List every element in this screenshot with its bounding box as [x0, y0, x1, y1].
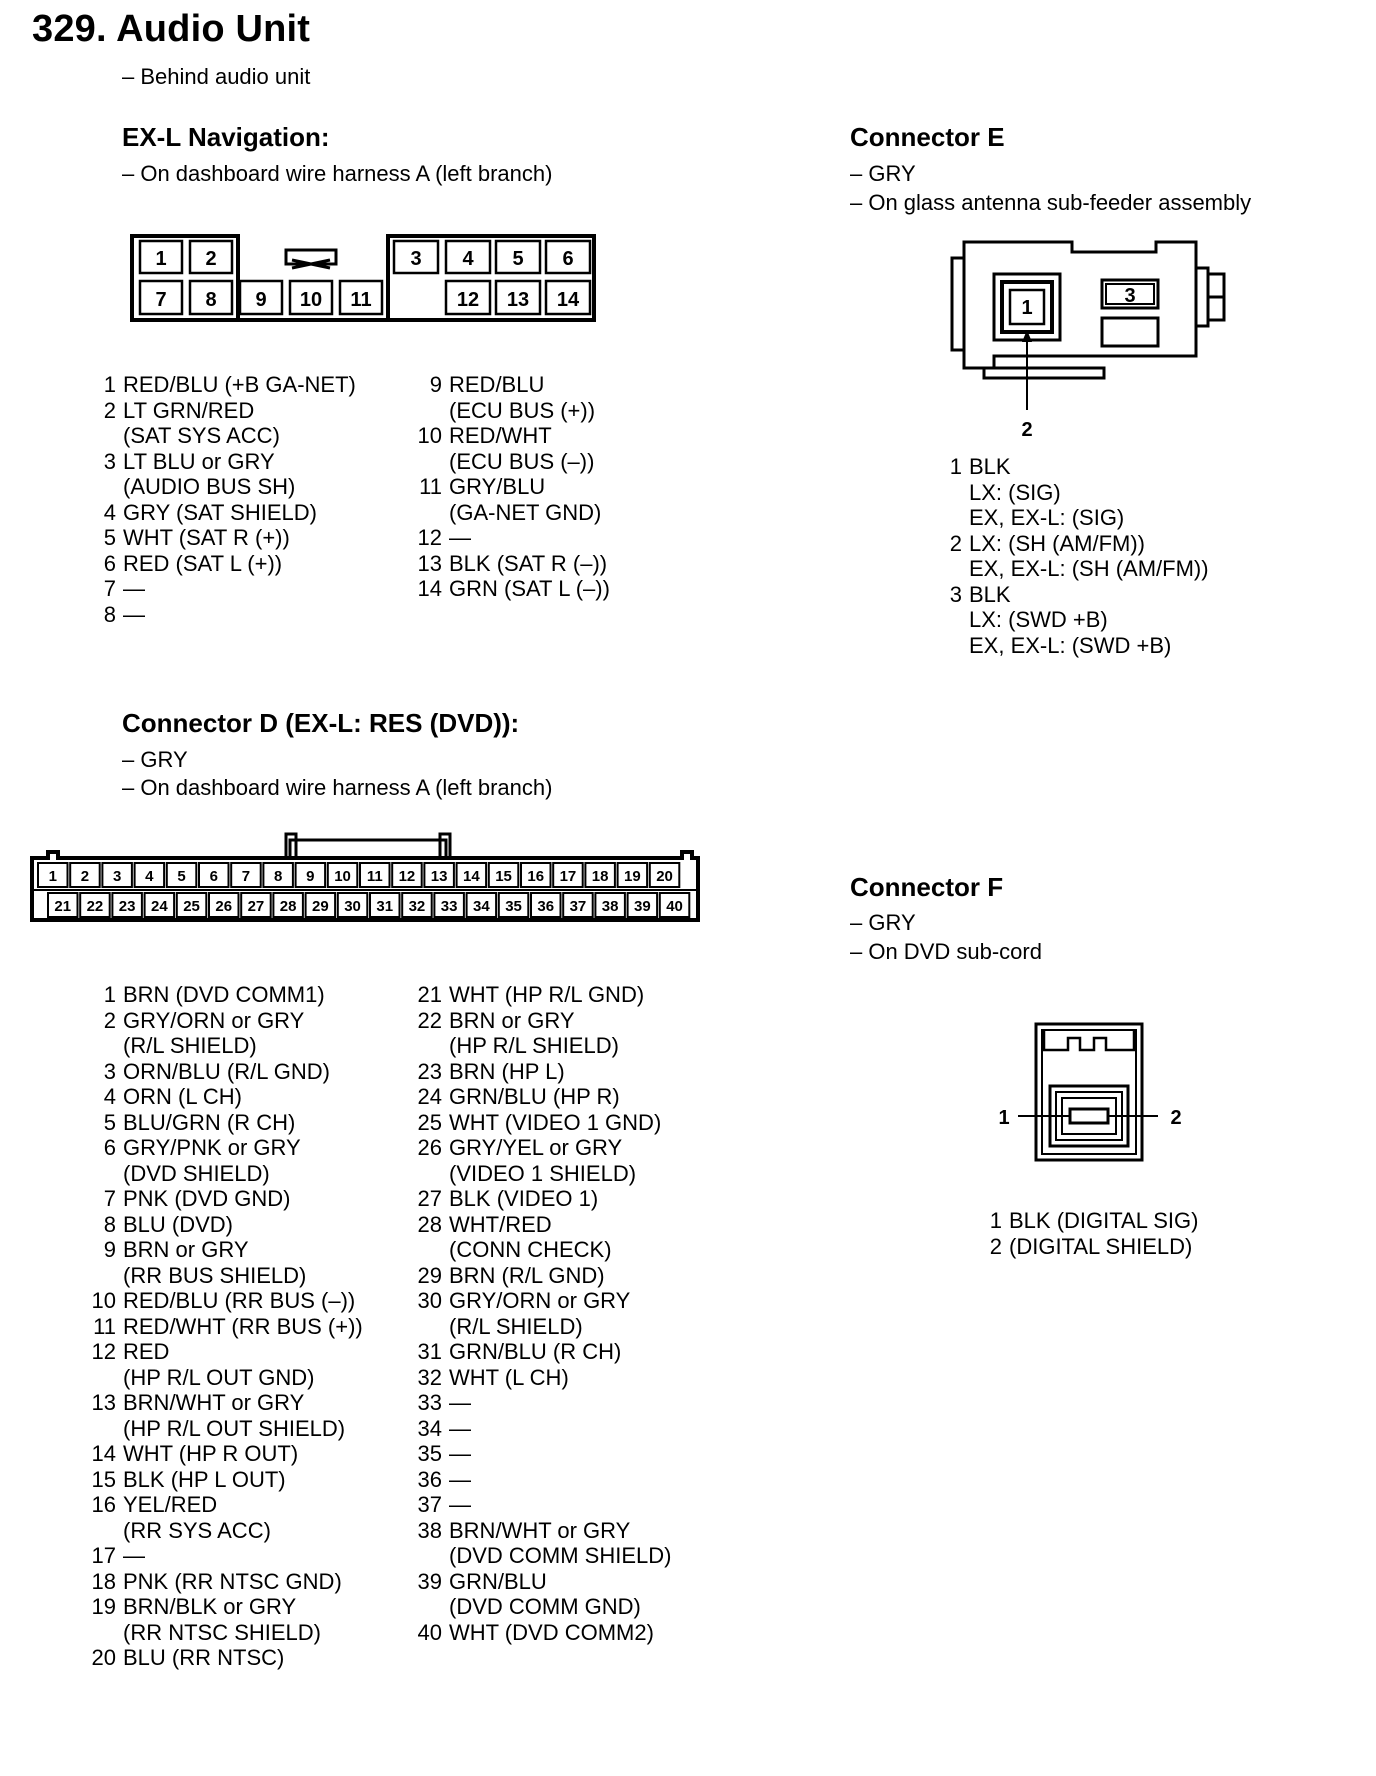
connd-pin-label: 26: [215, 898, 233, 915]
pin-row: [84, 1288, 374, 1314]
pin-description: BLK LX: (SWD +B) EX, EX-L: (SWD +B): [969, 581, 1172, 658]
pin-description: BRN/BLK or GRY (RR NTSC SHIELD): [123, 1594, 322, 1645]
connd-note-location: – On dashboard wire harness A (left branch): [122, 775, 553, 800]
pin-description: —: [449, 525, 471, 550]
pin-number: 8: [103, 601, 116, 627]
pin-description: ORN/BLU (R/L GND): [123, 1058, 330, 1084]
pin-number: 25: [417, 1109, 442, 1135]
pin-description: GRN/BLU (HP R): [449, 1084, 620, 1109]
pin-number: 17: [91, 1543, 116, 1568]
pin-description: BRN/WHT or GRY (HP R/L OUT SHIELD): [123, 1390, 346, 1441]
exl-pin-label: 4: [462, 248, 474, 270]
pin-row: [930, 454, 1350, 531]
pin-row: [84, 1110, 374, 1136]
pin-number: 9: [429, 372, 442, 397]
pin-description: BRN (R/L GND): [449, 1262, 605, 1288]
connd-pin-label: 1: [48, 868, 57, 885]
pin-number: 13: [91, 1390, 116, 1415]
connd-pin-label: 39: [634, 898, 651, 915]
connd-pin-label: 6: [209, 868, 218, 885]
conne-connector-diagram: [944, 238, 1234, 444]
connf-pin-label: 2: [1170, 1107, 1182, 1129]
pin-number: 33: [417, 1390, 442, 1415]
connd-pin-label: 16: [527, 868, 545, 885]
connd-pin-label: 40: [666, 898, 683, 915]
pin-description: GRY (SAT SHIELD): [123, 499, 317, 525]
pin-row: [410, 1186, 710, 1212]
connd-pin-label: 28: [279, 898, 297, 915]
connd-pin-label: 29: [312, 898, 329, 915]
pin-row: [84, 1135, 374, 1186]
exl-pin-label: 10: [299, 289, 323, 311]
connd-pin-label: 34: [473, 898, 490, 915]
pin-number: 29: [417, 1262, 442, 1288]
pin-row: [410, 1263, 710, 1289]
pin-row: [410, 1084, 710, 1110]
connd-pin-label: 32: [408, 898, 426, 915]
pin-row: [930, 531, 1350, 582]
conne-pin-label: 2: [1021, 419, 1033, 441]
pin-row: [410, 1390, 710, 1416]
pin-row: [410, 1288, 710, 1339]
pin-description: —: [449, 1415, 471, 1441]
pin-description: WHT (VIDEO 1 GND): [449, 1109, 662, 1135]
pin-description: —: [449, 1466, 471, 1492]
exl-pin-label: 13: [506, 289, 530, 311]
pin-number: 12: [91, 1339, 116, 1364]
pin-number: 30: [417, 1288, 442, 1313]
pin-row: [84, 1594, 374, 1645]
pin-description: RED/BLU (RR BUS (–)): [123, 1288, 356, 1313]
pin-description: LT GRN/RED (SAT SYS ACC): [123, 397, 280, 448]
connd-pin-label: 25: [183, 898, 200, 915]
pin-description: WHT/RED (CONN CHECK): [449, 1211, 612, 1262]
pin-row: [84, 1492, 374, 1543]
pin-description: —: [449, 1441, 471, 1466]
connf-heading: Connector F: [850, 872, 1004, 902]
pin-number: 19: [91, 1594, 116, 1619]
pin-description: GRY/ORN or GRY (R/L SHIELD): [449, 1288, 631, 1339]
pin-row: [84, 982, 374, 1008]
pin-number: 40: [417, 1619, 442, 1645]
pin-number: 11: [419, 474, 442, 499]
pin-row: [84, 1645, 374, 1671]
pin-number: 36: [417, 1466, 442, 1492]
connf-note-location: – On DVD sub-cord: [850, 939, 1042, 964]
pin-description: RED/BLU (+B GA-NET): [123, 372, 356, 397]
connd-pin-list-right: [410, 982, 710, 1645]
connd-pin-label: 17: [559, 868, 577, 885]
pin-row: [84, 1314, 374, 1340]
pin-number: 10: [91, 1288, 116, 1313]
connd-pin-label: 19: [624, 868, 641, 885]
pin-number: 31: [417, 1339, 442, 1364]
pin-row: [410, 576, 710, 602]
pin-description: RED (SAT L (+)): [123, 550, 283, 576]
pin-description: LT BLU or GRY (AUDIO BUS SH): [123, 448, 296, 499]
pin-number: 1: [103, 372, 116, 397]
pin-description: GRY/YEL or GRY (VIDEO 1 SHIELD): [449, 1135, 637, 1186]
pin-description: GRN/BLU (DVD COMM GND): [449, 1568, 641, 1619]
connd-pin-label: 7: [241, 868, 251, 885]
pin-row: [84, 1569, 374, 1595]
connd-pin-label: 22: [86, 898, 104, 915]
exl-pin-list-left: [84, 372, 374, 627]
pin-description: BRN or GRY (HP R/L SHIELD): [449, 1007, 619, 1058]
pin-description: RED/BLU (ECU BUS (+)): [449, 372, 596, 423]
pin-number: 39: [417, 1568, 442, 1594]
connd-heading: Connector D (EX-L: RES (DVD)):: [122, 708, 520, 738]
pin-row: [410, 1467, 710, 1493]
pin-number: 26: [417, 1135, 442, 1160]
conne-note-location: – On glass antenna sub-feeder assembly: [850, 190, 1252, 215]
pin-row: [84, 1059, 374, 1085]
pin-description: WHT (SAT R (+)): [123, 525, 290, 550]
connd-pin-label: 38: [601, 898, 619, 915]
pin-description: BLK (SAT R (–)): [449, 550, 608, 576]
pin-row: [84, 1441, 374, 1467]
pin-row: [410, 1416, 710, 1442]
pin-number: 5: [103, 1109, 116, 1135]
pin-description: ORN (L CH): [123, 1084, 242, 1109]
pin-row: [84, 602, 374, 628]
conne-pin-list: [930, 454, 1350, 658]
exl-pin-label: 9: [255, 289, 267, 311]
pin-number: 1: [103, 982, 116, 1007]
pin-number: 18: [91, 1568, 116, 1594]
pin-row: [410, 1365, 710, 1391]
pin-row: [84, 1008, 374, 1059]
pin-number: 1: [989, 1208, 1002, 1233]
pin-description: BLK (DIGITAL SIG): [1009, 1208, 1199, 1233]
exl-pin-label: 7: [155, 289, 167, 311]
pin-description: BRN (DVD COMM1): [123, 982, 325, 1007]
conne-pin-label: 1: [1021, 297, 1033, 319]
pin-description: WHT (HP R OUT): [123, 1441, 299, 1466]
pin-description: PNK (RR NTSC GND): [123, 1568, 342, 1594]
pin-row: [410, 1059, 710, 1085]
pin-row: [970, 1208, 1330, 1234]
pin-number: 14: [91, 1441, 116, 1466]
pin-row: [410, 1518, 710, 1569]
pin-description: BRN/WHT or GRY (DVD COMM SHIELD): [449, 1517, 672, 1568]
pin-description: GRN (SAT L (–)): [449, 576, 610, 601]
pin-row: [84, 1212, 374, 1238]
pin-number: 7: [103, 1186, 116, 1211]
exl-connector-diagram: [128, 232, 600, 324]
pin-description: GRY/PNK or GRY (DVD SHIELD): [123, 1135, 301, 1186]
connf-pin-label: 1: [998, 1107, 1010, 1129]
conne-note-color: – GRY: [850, 161, 916, 186]
conne-heading: Connector E: [850, 122, 1005, 152]
connd-pin-label: 4: [145, 868, 154, 885]
pin-row: [84, 500, 374, 526]
pin-number: 2: [949, 530, 962, 556]
page-title: 329. Audio Unit: [32, 8, 311, 50]
pin-description: WHT (DVD COMM2): [449, 1619, 654, 1645]
pin-row: [84, 1237, 374, 1288]
connd-pin-label: 11: [366, 868, 383, 885]
connd-pin-label: 37: [569, 898, 587, 915]
pin-row: [410, 423, 710, 474]
exl-pin-label: 14: [556, 289, 580, 311]
pin-number: 4: [103, 1084, 116, 1109]
pin-description: BLK LX: (SIG) EX, EX-L: (SIG): [969, 454, 1125, 530]
connd-pin-label: 33: [440, 898, 458, 915]
exl-pin-label: 3: [410, 248, 422, 270]
pin-description: BLU/GRN (R CH): [123, 1109, 296, 1135]
pin-number: 10: [417, 423, 442, 448]
pin-row: [84, 372, 374, 398]
pin-row: [410, 525, 710, 551]
connd-pin-label: 21: [54, 898, 72, 915]
pin-row: [84, 1467, 374, 1493]
connd-pin-label: 12: [398, 868, 416, 885]
pin-number: 9: [103, 1237, 116, 1262]
pin-description: (DIGITAL SHIELD): [1009, 1233, 1193, 1259]
pin-description: GRN/BLU (R CH): [449, 1339, 622, 1364]
pin-number: 28: [417, 1211, 442, 1237]
pin-row: [84, 576, 374, 602]
exl-note: – On dashboard wire harness A (left branch): [122, 161, 553, 186]
pin-row: [84, 449, 374, 500]
pin-row: [970, 1234, 1330, 1260]
pin-row: [410, 1008, 710, 1059]
pin-number: 2: [103, 1007, 116, 1033]
pin-description: —: [123, 576, 145, 601]
pin-number: 34: [417, 1415, 442, 1441]
connf-note-color: – GRY: [850, 910, 916, 935]
exl-pin-label: 6: [562, 248, 574, 270]
pin-row: [410, 1569, 710, 1620]
connd-pin-label: 2: [80, 868, 90, 885]
pin-number: 27: [417, 1186, 442, 1211]
pin-number: 5: [103, 525, 116, 550]
pin-description: RED/WHT (ECU BUS (–)): [449, 423, 595, 474]
pin-number: 15: [91, 1466, 116, 1492]
connd-pin-label: 35: [505, 898, 522, 915]
pin-number: 32: [417, 1364, 442, 1390]
pin-row: [410, 1339, 710, 1365]
pin-description: PNK (DVD GND): [123, 1186, 291, 1211]
connd-pin-label: 18: [591, 868, 609, 885]
pin-description: WHT (L CH): [449, 1364, 569, 1390]
pin-description: LX: (SH (AM/FM)) EX, EX-L: (SH (AM/FM)): [969, 530, 1209, 581]
pin-row: [84, 1339, 374, 1390]
connd-pin-label: 14: [463, 868, 480, 885]
pin-description: BLK (HP L OUT): [123, 1466, 286, 1492]
pin-number: 22: [417, 1007, 442, 1033]
pin-description: YEL/RED (RR SYS ACC): [123, 1492, 271, 1543]
pin-row: [410, 982, 710, 1008]
pin-number: 21: [417, 982, 442, 1007]
pin-row: [410, 1135, 710, 1186]
pin-row: [410, 1212, 710, 1263]
pin-row: [410, 1492, 710, 1518]
pin-row: [410, 1441, 710, 1467]
pin-number: 14: [417, 576, 442, 601]
pin-description: —: [123, 1543, 145, 1568]
connd-note-color: – GRY: [122, 747, 188, 772]
pin-row: [84, 525, 374, 551]
pin-number: 4: [103, 499, 116, 525]
exl-pin-label: 2: [205, 248, 217, 270]
exl-pin-label: 11: [350, 289, 372, 311]
connd-pin-list-left: [84, 982, 374, 1671]
pin-row: [410, 551, 710, 577]
conne-pin-label: 3: [1124, 285, 1136, 307]
connd-pin-label: 23: [118, 898, 136, 915]
pin-description: RED/WHT (RR BUS (+)): [123, 1313, 363, 1339]
connd-pin-label: 10: [334, 868, 351, 885]
connd-pin-label: 13: [430, 868, 448, 885]
pin-description: BRN or GRY (RR BUS SHIELD): [123, 1237, 307, 1288]
connd-pin-label: 31: [376, 898, 394, 915]
pin-number: 6: [103, 550, 116, 576]
pin-row: [410, 372, 710, 423]
pin-number: 2: [989, 1233, 1002, 1259]
pin-number: 8: [103, 1211, 116, 1237]
connd-pin-label: 15: [495, 868, 512, 885]
pin-number: 3: [949, 581, 962, 607]
pin-number: 2: [103, 397, 116, 423]
exl-pin-label: 5: [512, 248, 524, 270]
pin-description: —: [449, 1492, 471, 1517]
pin-row: [84, 1186, 374, 1212]
pin-description: WHT (HP R/L GND): [449, 982, 645, 1007]
pin-description: BLU (DVD): [123, 1211, 234, 1237]
pin-number: 1: [949, 454, 962, 479]
pin-number: 11: [93, 1313, 116, 1339]
pin-number: 24: [417, 1084, 442, 1109]
connf-connector-diagram: [988, 1012, 1198, 1162]
pin-number: 16: [91, 1492, 116, 1517]
pin-number: 37: [417, 1492, 442, 1517]
pin-number: 7: [103, 576, 116, 601]
connd-pin-label: 3: [112, 868, 122, 885]
pin-row: [84, 1390, 374, 1441]
pin-row: [84, 1084, 374, 1110]
connd-pin-label: 27: [247, 898, 265, 915]
exl-pin-label: 1: [155, 248, 167, 270]
pin-number: 3: [103, 448, 116, 474]
pin-description: GRY/BLU (GA-NET GND): [449, 474, 602, 525]
pin-description: GRY/ORN or GRY (R/L SHIELD): [123, 1007, 305, 1058]
pin-row: [410, 1620, 710, 1646]
pin-row: [410, 474, 710, 525]
pin-row: [84, 551, 374, 577]
connd-pin-label: 36: [537, 898, 555, 915]
exl-heading: EX-L Navigation:: [122, 122, 330, 152]
pin-number: 38: [417, 1517, 442, 1543]
pin-number: 23: [417, 1058, 442, 1084]
pin-number: 35: [417, 1441, 442, 1466]
pin-number: 3: [103, 1058, 116, 1084]
connd-pin-label: 8: [273, 868, 283, 885]
pin-description: BRN (HP L): [449, 1058, 565, 1084]
pin-number: 12: [417, 525, 442, 550]
pin-description: RED (HP R/L OUT GND): [123, 1339, 315, 1390]
pin-number: 13: [417, 550, 442, 576]
connd-pin-label: 9: [306, 868, 315, 885]
pin-row: [930, 582, 1350, 659]
pin-description: —: [449, 1390, 471, 1415]
pin-description: BLK (VIDEO 1): [449, 1186, 599, 1211]
pin-number: 6: [103, 1135, 116, 1160]
connf-pin-list: [970, 1208, 1330, 1259]
connd-pin-label: 24: [151, 898, 168, 915]
exl-pin-list-right: [410, 372, 710, 602]
exl-pin-label: 8: [205, 289, 217, 311]
pin-row: [84, 398, 374, 449]
pin-number: 20: [91, 1645, 116, 1670]
connd-pin-label: 5: [177, 868, 186, 885]
exl-pin-label: 12: [456, 289, 480, 311]
pin-description: —: [123, 601, 145, 627]
connd-pin-label: 30: [344, 898, 361, 915]
pin-description: BLU (RR NTSC): [123, 1645, 285, 1670]
connd-connector-diagram: [28, 828, 704, 928]
pin-row: [410, 1110, 710, 1136]
connd-pin-label: 20: [656, 868, 673, 885]
pin-row: [84, 1543, 374, 1569]
page-subtitle: – Behind audio unit: [122, 64, 311, 89]
